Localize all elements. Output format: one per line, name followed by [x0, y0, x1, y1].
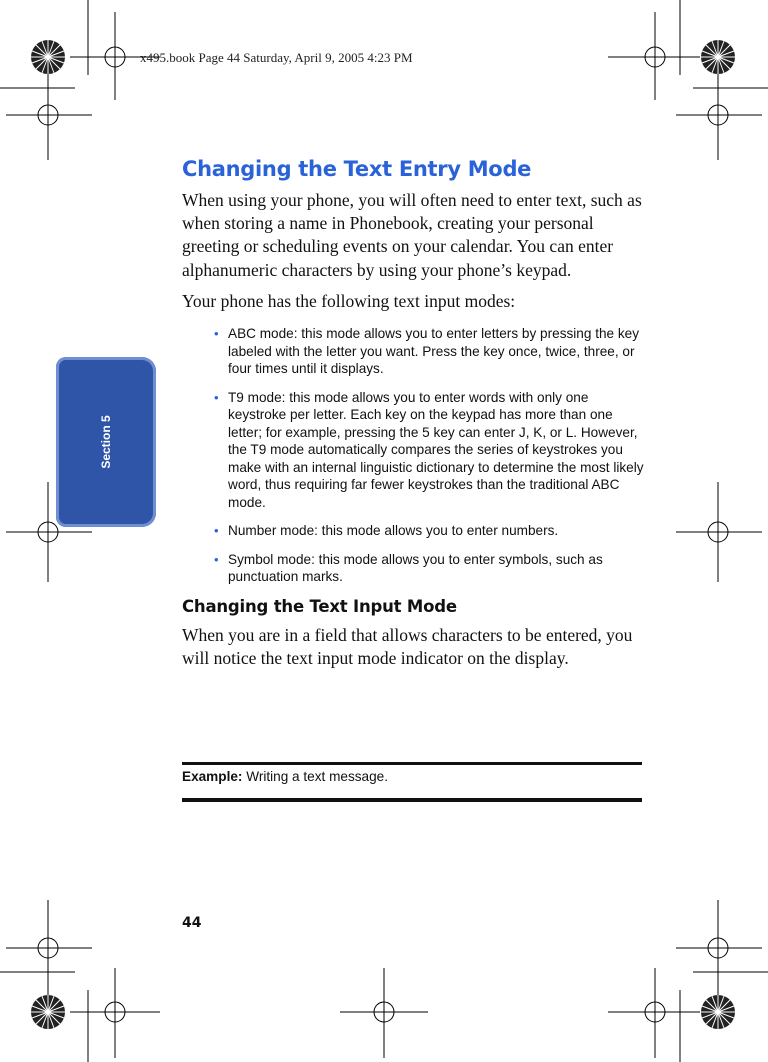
bullet-icon: •	[214, 389, 219, 405]
page-number: 44	[182, 915, 202, 931]
section-tab	[56, 357, 156, 527]
sub-paragraph: When you are in a field that allows characters to be entered, you will notice the text input mode indicator on the display.	[182, 624, 633, 668]
list-item-text: T9 mode: this mode allows you to enter words with only one keystroke per letter. Each key on the keypad has more than one letter; for example, pressing the 5 key can enter J, K, or L. However, the T9 mode automatically compares the series of keystrokes you make with an internal linguistic dictionary to determine the most likely word, thus requiring far fewer keystrokes than the traditional ABC mode.	[228, 389, 644, 510]
example-box	[182, 762, 642, 802]
example-label: Example:	[182, 769, 243, 784]
bullet-icon: •	[214, 523, 219, 539]
list-item	[182, 522, 644, 540]
example-text: Writing a text message.	[246, 769, 389, 784]
modes-intro: Your phone has the following text input modes:	[182, 290, 516, 311]
example-line	[182, 769, 388, 784]
section-tab-label: Section 5	[99, 415, 113, 469]
list-item	[182, 551, 644, 586]
print-header: x495.book Page 44 Saturday, April 9, 2005 4:23 PM	[140, 50, 413, 65]
registration-target-top	[6, 12, 762, 160]
list-item-text: Number mode: this mode allows you to enter numbers.	[228, 523, 559, 539]
list-item	[182, 325, 644, 378]
intro-paragraph: When using your phone, you will often need to enter text, such as when storing a name in Phonebook, creating your personal greeting or scheduling events on your calendar. You can enter alphanumeric characters by using your phone’s keypad.	[182, 190, 642, 280]
subheading: Changing the Text Input Mode	[182, 596, 457, 616]
registration-target-bottom	[6, 900, 762, 1058]
mode-list	[182, 325, 644, 586]
list-item	[182, 389, 644, 512]
list-item-text: ABC mode: this mode allows you to enter letters by pressing the key labeled with the letter you want. Press the key once, twice, three, or four times until it displays.	[228, 326, 640, 377]
bullet-icon: •	[214, 551, 219, 567]
list-item-text: Symbol mode: this mode allows you to enter symbols, such as punctuation marks.	[228, 551, 603, 585]
page-content	[182, 157, 644, 670]
bullet-icon: •	[214, 326, 219, 342]
page-title: Changing the Text Entry Mode	[182, 157, 532, 181]
